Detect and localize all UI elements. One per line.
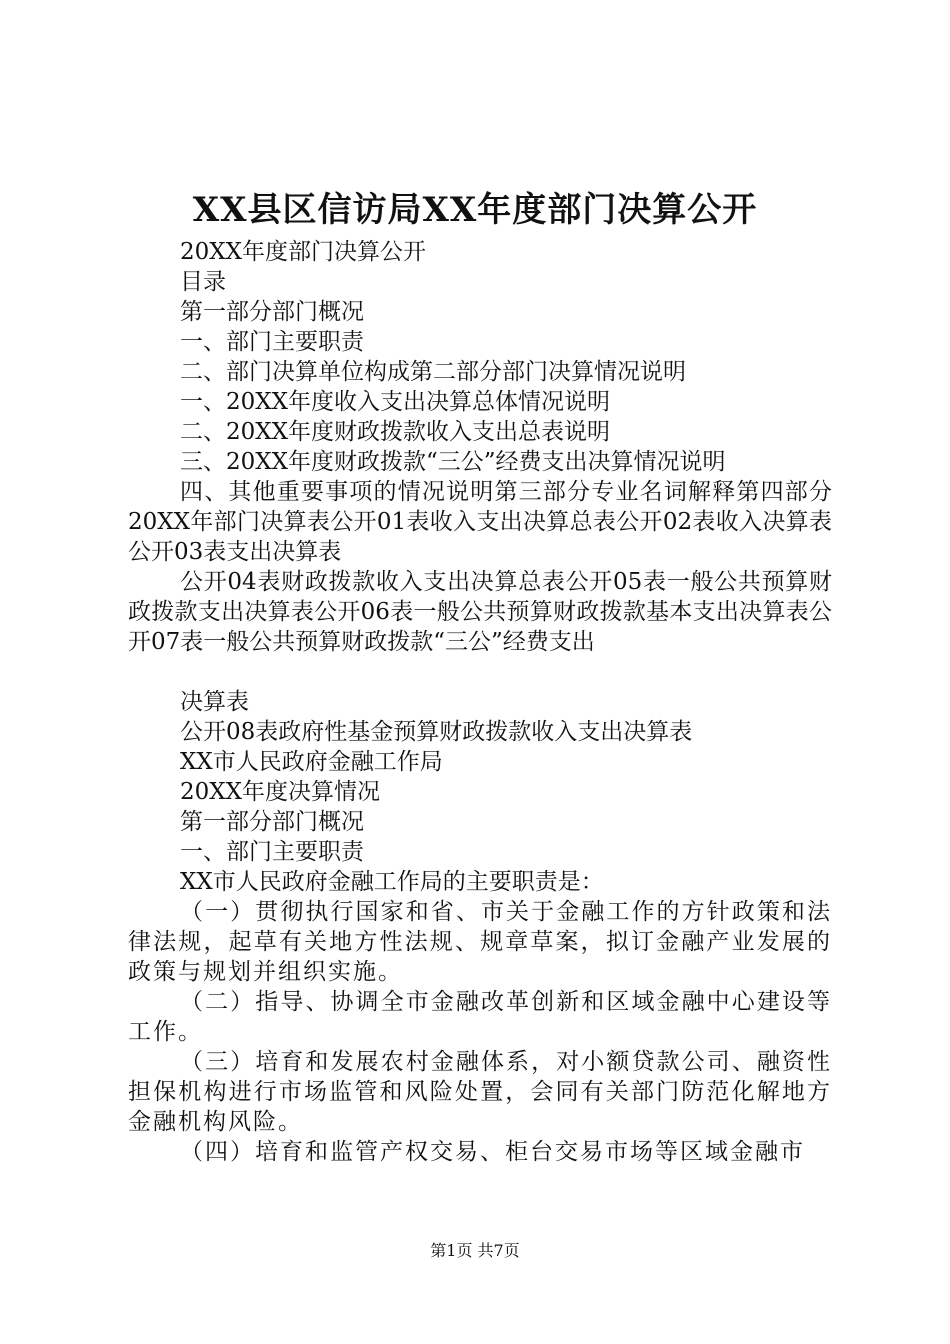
duty-paragraph: （四）培育和监管产权交易、柜台交易市场等区域金融市 — [180, 1139, 805, 1165]
toc-paragraph: 公开04表财政拨款收入支出决算总表公开05表一般公共预算财政拨款支出决算表公开06表一般公共预算财政拨款基本支出决算表公开07表一般公共预算财政拨款“三公”经费支出 — [128, 569, 832, 655]
text-line: 一、部门主要职责 — [180, 839, 364, 865]
text-line: 二、部门决算单位构成第二部分部门决算情况说明 — [180, 359, 686, 385]
duty-paragraph: （三）培育和发展农村金融体系，对小额贷款公司、融资性担保机构进行市场监管和风险处置，会同有关部门防范化解地方金融机构风险。 — [128, 1049, 832, 1135]
toc-paragraph: 四、其他重要事项的情况说明第三部分专业名词解释第四部分20XX年部门决算表公开01表收入支出决算总表公开02表收入决算表公开03表支出决算表 — [128, 479, 832, 565]
duty-paragraph: （一）贯彻执行国家和省、市关于金融工作的方针政策和法律法规，起草有关地方性法规、规章草案，拟订金融产业发展的政策与规划并组织实施。 — [128, 899, 832, 985]
document-title: XX县区信访局XX年度部门决算公开 — [192, 190, 758, 230]
text-line: 公开08表政府性基金预算财政拨款收入支出决算表 — [180, 719, 693, 745]
text-line: XX市人民政府金融工作局的主要职责是： — [180, 869, 604, 895]
text-line: XX市人民政府金融工作局 — [180, 749, 443, 775]
page-footer: 第1页 共7页 — [430, 1241, 520, 1260]
duty-paragraph: （二）指导、协调全市金融改革创新和区域金融中心建设等工作。 — [128, 989, 832, 1045]
text-line: 三、20XX年度财政拨款“三公”经费支出决算情况说明 — [180, 449, 726, 475]
text-line: 一、部门主要职责 — [180, 329, 364, 355]
text-line: 第一部分部门概况 — [180, 299, 364, 325]
document-body — [128, 237, 832, 1167]
text-line: 决算表 — [180, 689, 249, 715]
text-line: 第一部分部门概况 — [180, 809, 364, 835]
spacer — [128, 657, 832, 687]
text-line: 一、20XX年度收入支出决算总体情况说明 — [180, 389, 611, 415]
text-line: 目录 — [180, 269, 226, 295]
text-line: 20XX年度部门决算公开 — [180, 239, 427, 265]
text-line: 二、20XX年度财政拨款收入支出总表说明 — [180, 419, 611, 445]
text-line: 20XX年度决算情况 — [180, 779, 381, 805]
